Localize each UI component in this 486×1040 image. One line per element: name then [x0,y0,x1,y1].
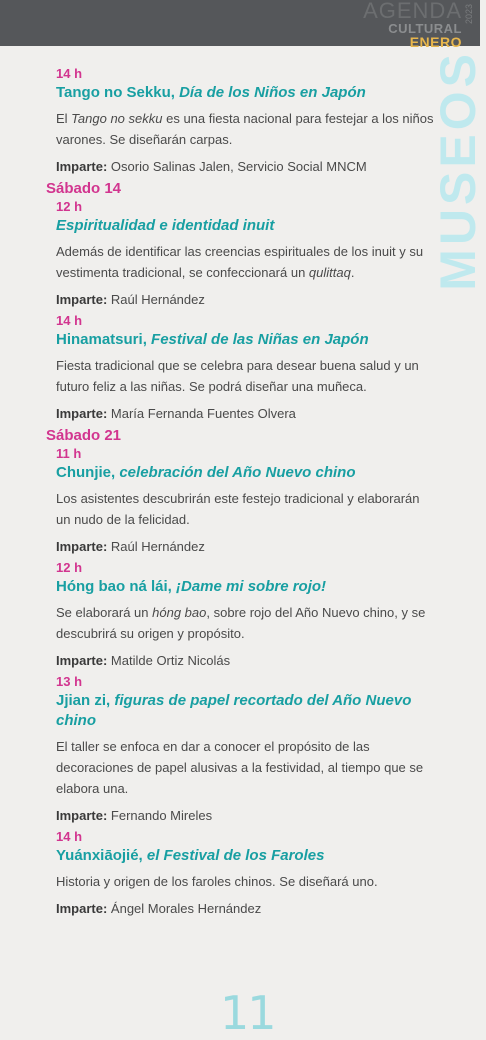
logo-cultural: CULTURAL [388,21,462,36]
event-item [56,829,436,916]
side-section-label: MUSEOS [430,50,486,291]
event-title: Hinamatsuri, Festival de las Niñas en Japón [56,331,369,348]
event-item [56,199,436,307]
event-item [56,674,436,823]
event-item [56,313,436,421]
event-description: Se elaborará un hóng bao, sobre rojo del Año Nuevo chino, y se descubrirá su origen y propósito. [56,605,426,641]
event-description: El taller se enfoca en dar a conocer el propósito de las decoraciones de papel alusivas a la festividad, al tiempo que se elabora una. [56,739,424,796]
event-imparte: Imparte: Raúl Hernández [56,539,205,554]
event-item [56,560,436,668]
event-description: El Tango no sekku es una fiesta nacional para festejar a los niños varones. Se diseñarán carpas. [56,111,434,147]
event-description: Historia y origen de los faroles chinos. Se diseñará uno. [56,874,378,889]
event-description: Además de identificar las creencias espirituales de los inuit y su vestimenta tradicional, se confeccionará un qulittaq. [56,244,424,280]
event-title: Hóng bao ná lái, ¡Dame mi sobre rojo! [56,578,327,595]
event-item [56,446,436,554]
event-time: 14 h [56,313,83,328]
event-imparte: Imparte: María Fernanda Fuentes Olvera [56,406,296,421]
event-imparte: Imparte: Matilde Ortiz Nicolás [56,653,231,668]
event-imparte: Imparte: Osorio Salinas Jalen, Servicio Social MNCM [56,159,367,174]
event-time: 11 h [56,446,82,461]
page-number: 11 [220,986,275,1040]
event-list [46,64,436,922]
event-description: Fiesta tradicional que se celebra para desear buena salud y un futuro feliz a las niñas. Se podrá diseñar una muñeca. [56,358,419,394]
logo-agenda: AGENDA [363,0,462,23]
event-time: 14 h [56,829,83,844]
top-bar [0,0,480,50]
event-title: Jjian zi, figuras de papel recortado del Año Nuevo chino [56,692,412,729]
event-description: Los asistentes descubrirán este festejo tradicional y elaborarán un nudo de la felicidad. [56,491,420,527]
logo-month: ENERO [409,34,462,50]
event-imparte: Imparte: Ángel Morales Hernández [56,901,262,916]
logo-year: 2023 [464,4,474,25]
agenda-cultural-logo [363,0,474,50]
event-item [56,66,436,174]
day-heading: Sábado 14 [46,180,122,197]
event-imparte: Imparte: Fernando Mireles [56,808,213,823]
event-title: Chunjie, celebración del Año Nuevo chino [56,464,356,481]
event-title: Yuánxiāojié, el Festival de los Faroles [56,847,325,864]
event-imparte: Imparte: Raúl Hernández [56,292,205,307]
event-time: 13 h [56,674,83,689]
day-heading: Sábado 21 [46,427,122,444]
event-title: Tango no Sekku, Día de los Niños en Japón [56,84,366,101]
event-title: Espiritualidad e identidad inuit [56,217,275,234]
event-time: 12 h [56,560,83,575]
event-time: 12 h [56,199,83,214]
event-time: 14 h [56,66,83,81]
